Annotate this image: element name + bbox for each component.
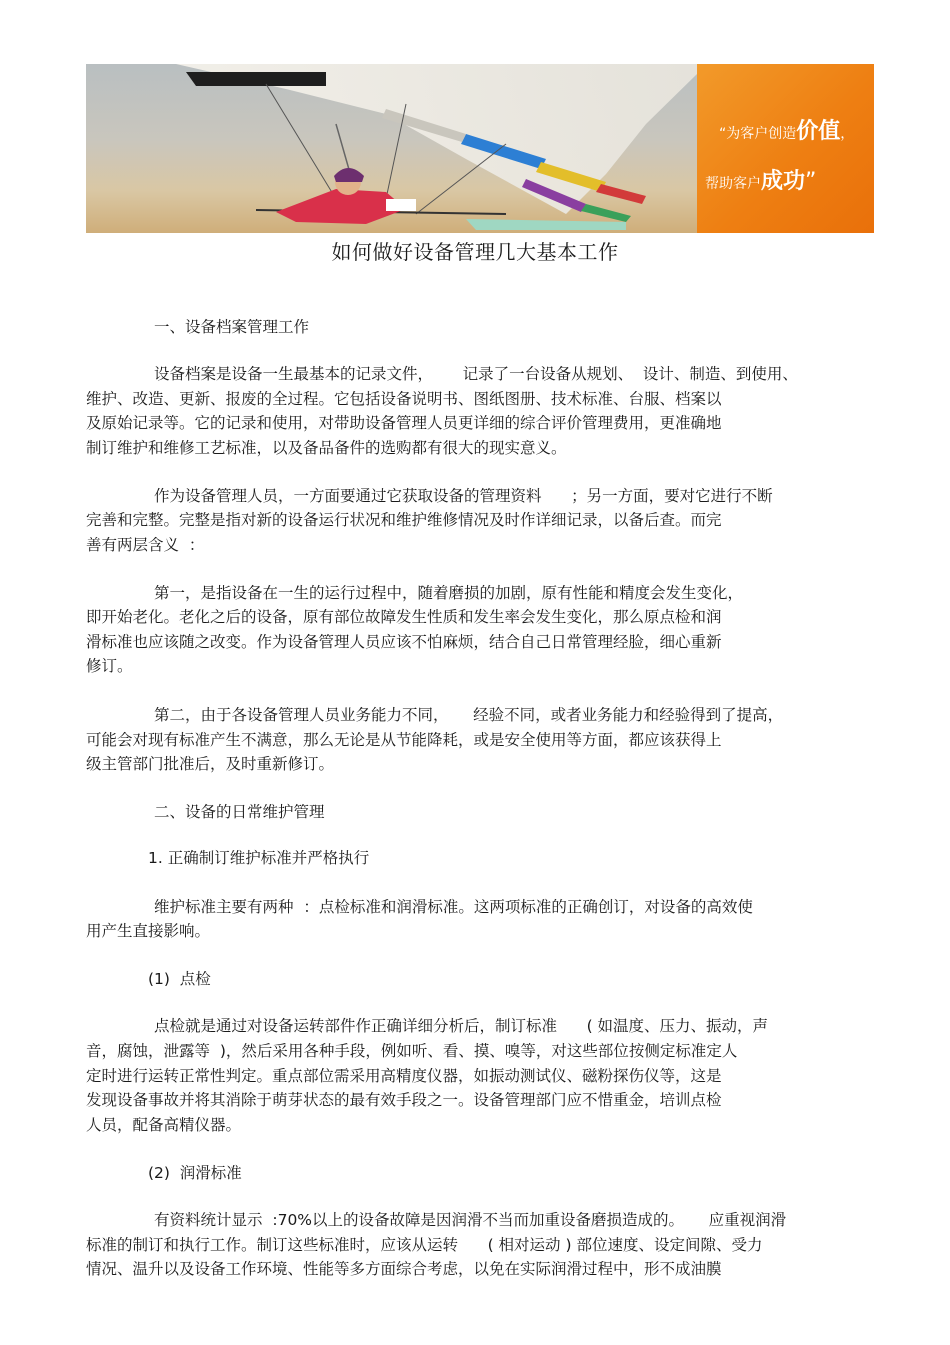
text-line: 即开始老化。老化之后的设备，原有部位故障发生性质和发生率会发生变化，那么原点检和润 <box>86 608 722 626</box>
hang-glider-photo <box>86 64 697 233</box>
text-line: 维护、改造、更新、报废的全过程。它包括设备说明书、图纸图册、技术标准、台服、档案以 <box>86 390 722 408</box>
hang-glider-illustration <box>86 64 697 233</box>
text-line: 用产生直接影响。 <box>86 922 211 940</box>
text-line: 点检就是通过对设备运转部件作正确详细分析后，制订标准 ( 如温度、压力、振动，声 <box>154 1017 769 1035</box>
text-line: 级主管部门批准后，及时重新修订。 <box>86 755 335 773</box>
text-line: 滑标准也应该随之改变。作为设备管理人员应该不怕麻烦，结合自己日常管理经脸，细心重新 <box>86 633 722 651</box>
text-line: 完善和完整。完整是指对新的设备运行状况和维护维修情况及时作详细记录，以备后查。而完 <box>86 511 722 529</box>
text-line: 制订维护和维修工艺标准，以及备品备件的选购都有很大的现实意义。 <box>86 439 567 457</box>
text-line: 定时进行运转正常性判定。重点部位需采用高精度仪器，如振动测试仪、磁粉探伤仪等，这是 <box>86 1067 722 1085</box>
text-line: 第二，由于各设备管理人员业务能力不同， 经验不同，或者业务能力和经验得到了提高， <box>154 706 784 724</box>
text-line: 二、设备的日常维护管理 <box>154 803 325 821</box>
text-line: 有资料统计显示 :70%以上的设备故障是因润滑不当而加重设备磨损造成的。 应重视润滑 <box>154 1211 787 1229</box>
text-line: 标准的制订和执行工作。制订这些标准时，应该从运转 ( 相对运动 ) 部位速度、设定间隙、受力 <box>86 1236 763 1254</box>
text-line: 情况、温升以及设备工作环境、性能等多方面综合考虑，以免在实际润滑过程中，形不成油膜 <box>86 1260 722 1278</box>
text-line: 可能会对现有标准产生不满意，那么无论是从节能降耗，或是安全使用等方面，都应该获得上 <box>86 731 722 749</box>
text-line: 1. 正确制订维护标准并严格执行 <box>148 849 370 867</box>
text-line: 一、设备档案管理工作 <box>154 318 310 336</box>
slogan-line-1: “为客户创造价值， <box>719 119 855 144</box>
text-line: 人员，配备高精仪器。 <box>86 1116 242 1134</box>
header-banner <box>86 64 874 233</box>
text-line: 善有两层含义 ： <box>86 536 205 554</box>
text-line: 修订。 <box>86 657 133 675</box>
text-line: 作为设备管理人员，一方面要通过它获取设备的管理资料 ；另一方面，要对它进行不断 <box>154 487 773 505</box>
text-line: (2) 润滑标准 <box>148 1164 242 1182</box>
text-line: 第一，是指设备在一生的运行过程中，随着磨损的加剧，原有性能和精度会发生变化， <box>154 584 744 602</box>
text-line: 发现设备事故并将其消除于萌芽状态的最有效手段之一。设备管理部门应不惜重金，培训点检 <box>86 1091 722 1109</box>
text-line: 音，腐蚀，泄露等 )，然后采用各种手段，例如听、看、摸、嗅等，对这些部位按侧定标准定人 <box>86 1042 738 1060</box>
text-line: 维护标准主要有两种 ：点检标准和润滑标准。这两项标准的正确创订，对设备的高效使 <box>154 898 753 916</box>
slogan-panel <box>697 64 874 233</box>
text-line: 及原始记录等。它的记录和使用，对带助设备管理人员更详细的综合评价管理费用，更准确地 <box>86 414 722 432</box>
text-line: (1) 点检 <box>148 970 211 988</box>
text-line: 设备档案是设备一生最基本的记录文件， 记录了一台设备从规划、 设计、制造、到使用、 <box>154 365 798 383</box>
slogan-line-2: 帮助客户成功” <box>705 169 817 194</box>
document-title: 如何做好设备管理几大基本工作 <box>331 240 619 264</box>
